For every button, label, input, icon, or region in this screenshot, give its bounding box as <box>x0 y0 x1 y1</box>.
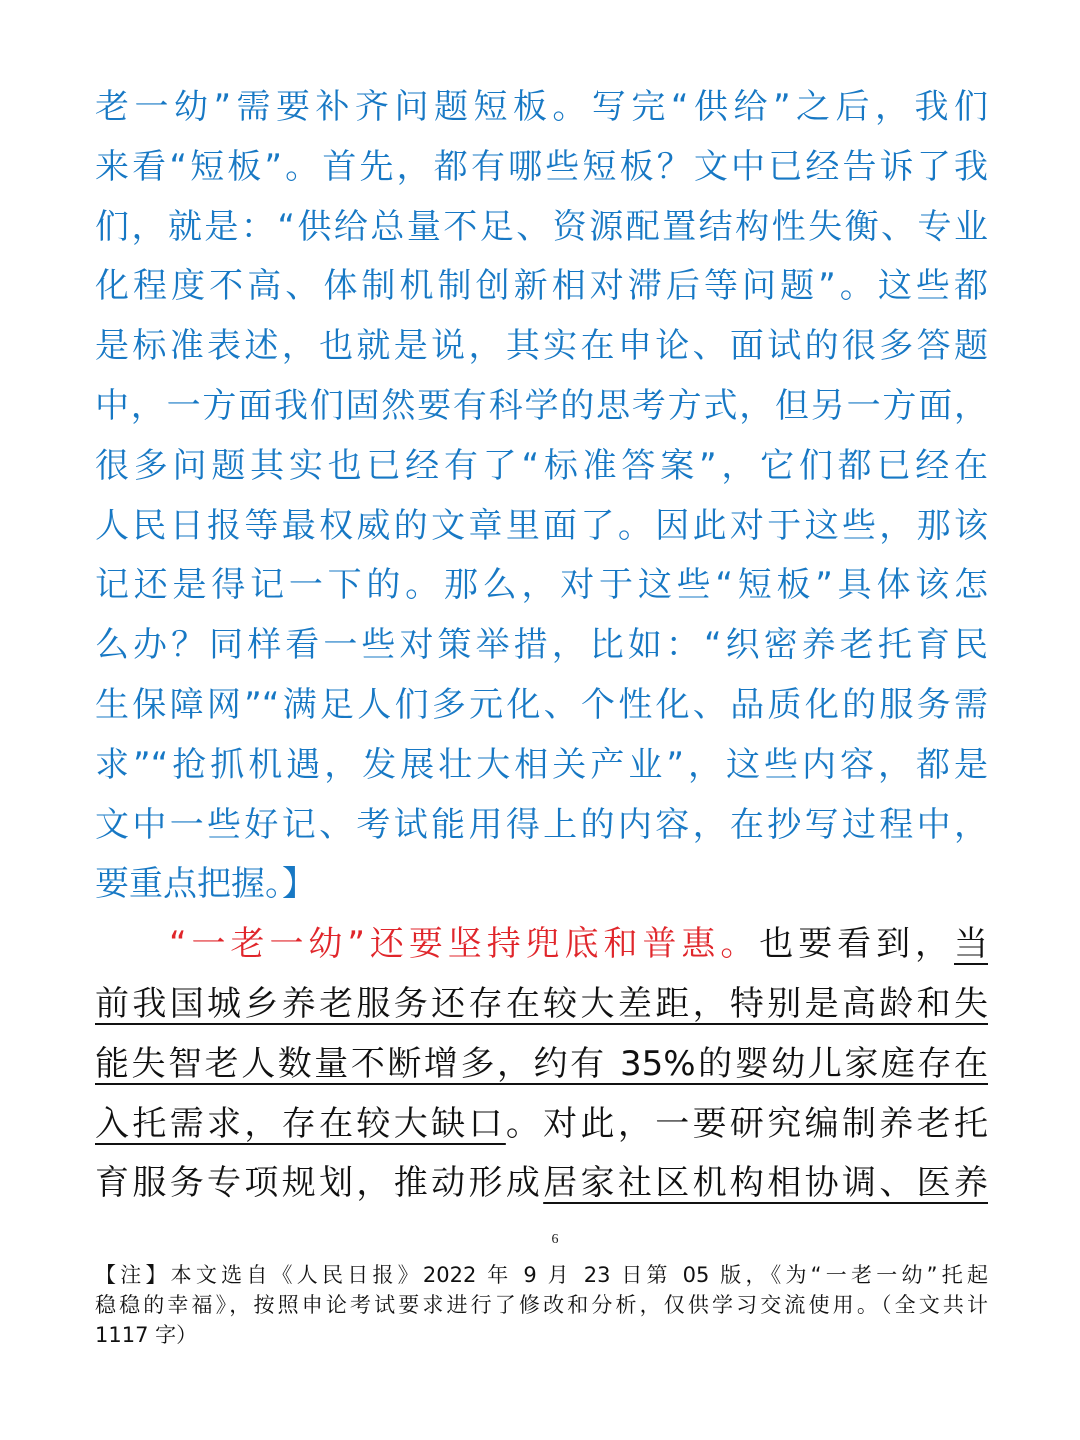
commentary-line: 么办？同样看一些对策举措，比如：“织密养老托育民 <box>95 625 988 666</box>
commentary-line: 中，一方面我们固然要有科学的思考方式，但另一方面， <box>95 385 988 426</box>
footnote-line: 稳稳的幸福》，按照申论考试要求进行了修改和分析，仅供学习交流使用。（全文共计 <box>95 1293 988 1317</box>
commentary-line: 求”“抢抓机遇，发展壮大相关产业”，这些内容，都是 <box>95 744 988 785</box>
paragraph-line <box>95 1095 988 1155</box>
paragraph-line <box>95 975 988 1035</box>
paragraph-text: 也要看到， <box>759 924 955 965</box>
underlined-text: 居家社区机构相协调、医养 <box>543 1163 988 1204</box>
underlined-text: 前我国城乡养老服务还存在较大差距，特别是高龄和失 <box>95 983 988 1024</box>
underlined-text: 能失智老人数量不断增多，约有 35%的婴幼儿家庭存在 <box>95 1043 988 1084</box>
commentary-line: 文中一些好记、考试能用得上的内容，在抄写过程中， <box>95 804 988 845</box>
paragraph-text: 育服务专项规划，推动形成 <box>95 1163 544 1204</box>
paragraph-line <box>95 1154 988 1214</box>
paragraph-text: 。对此，一要研究编制养老托 <box>505 1103 988 1144</box>
commentary-line: 很多问题其实也已经有了“标准答案”，它们都已经在 <box>95 445 988 486</box>
commentary-line: 来看“短板”。首先，都有哪些短板？文中已经告诉了我 <box>95 146 988 187</box>
paragraph-line <box>95 1035 988 1095</box>
footnote-line: 1117 字） <box>95 1323 198 1347</box>
commentary-line: 要重点把握。】 <box>95 864 316 905</box>
commentary-line: 记还是得记一下的。那么，对于这些“短板”具体该怎 <box>95 565 988 606</box>
commentary-line: 人民日报等最权威的文章里面了。因此对于这些，那该 <box>95 505 988 546</box>
article-paragraph <box>95 915 988 1214</box>
commentary-block <box>95 78 988 915</box>
commentary-line: 是标准表述，也就是说，其实在申论、面试的很多答题 <box>95 326 988 367</box>
commentary-line: 化程度不高、体制机制创新相对滞后等问题”。这些都 <box>95 266 988 307</box>
article-body <box>95 78 988 1214</box>
paragraph-line <box>95 915 988 975</box>
commentary-line: 老一幼”需要补齐问题短板。写完“供给”之后，我们 <box>95 87 988 127</box>
underlined-text: 当 <box>954 924 988 965</box>
footnote-line: 【注】本文选自《人民日报》2022 年 9 月 23 日第 05 版，《为“一老一幼”托起 <box>95 1263 988 1287</box>
underlined-text: 入托需求，存在较大缺口 <box>95 1103 506 1144</box>
section-heading: “一老一幼”还要坚持兜底和普惠。 <box>169 924 760 965</box>
footnote <box>95 1260 988 1350</box>
commentary-line: 生保障网”“满足人们多元化、个性化、品质化的服务需 <box>95 684 988 725</box>
page-number: 6 <box>551 1232 559 1247</box>
commentary-line: 们，就是：“供给总量不足、资源配置结构性失衡、专业 <box>95 206 988 247</box>
